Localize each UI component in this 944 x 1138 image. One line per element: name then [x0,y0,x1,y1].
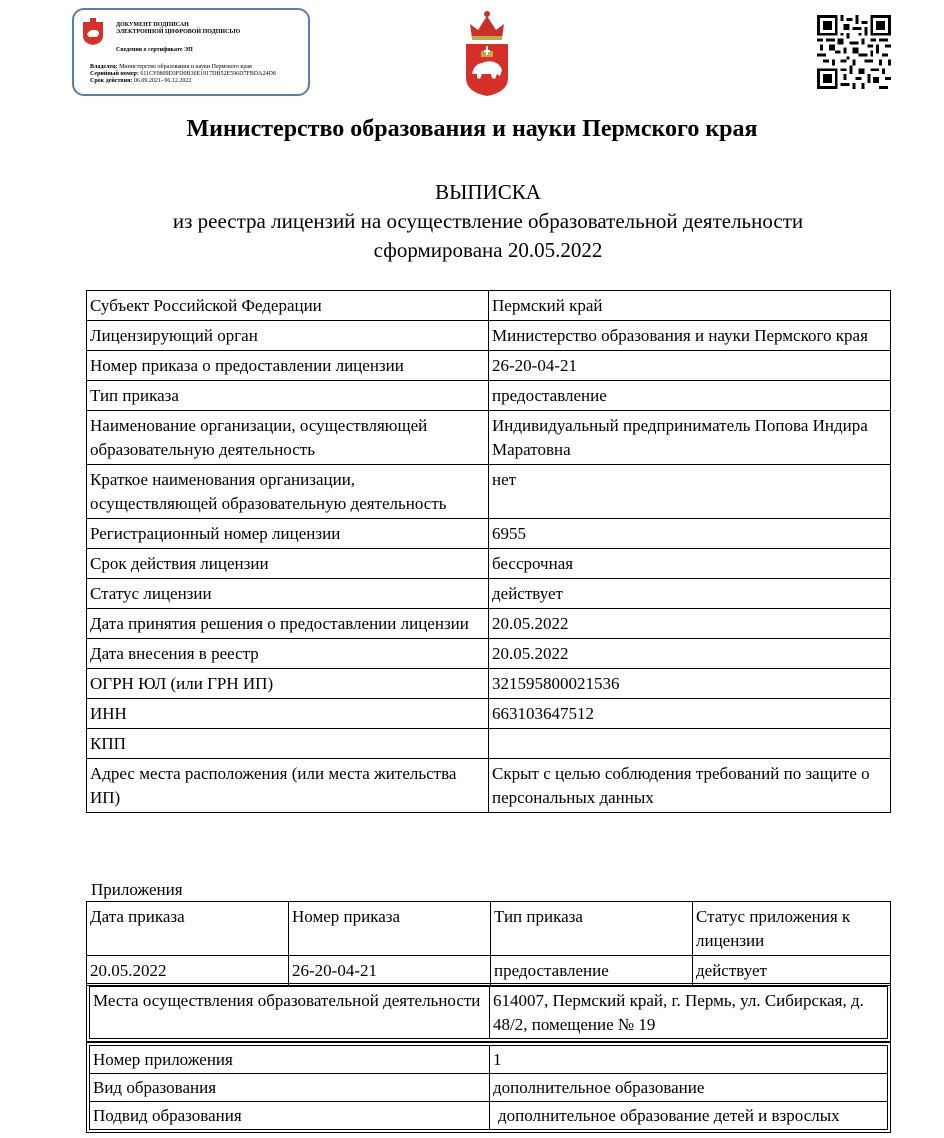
field-value: 6955 [489,519,891,549]
field-label: ИНН [87,699,489,729]
education-kind-label: Вид образования [90,1074,490,1102]
places-label: Места осуществления образовательной деятельности [90,987,490,1039]
field-value: 20.05.2022 [489,639,891,669]
table-row [87,579,891,609]
table-row [90,987,888,1039]
field-label: Регистрационный номер лицензии [87,519,489,549]
field-value: 321595800021536 [489,669,891,699]
table-row [87,729,891,759]
stamp-info: Владелец: Министерство образования и науки Пермского края Серийный номер: 611CF0809D3FD0B36E1917DB52E596D7FBDA24D8 Срок действия: 06.09.2021- 06.12.2022 [90,64,276,84]
places-value: 614007, Пермский край, г. Пермь, ул. Сибирская, д. 48/2, помещение № 19 [490,987,888,1039]
order-number: 26-20-04-21 [289,956,491,986]
field-value: 663103647512 [489,699,891,729]
field-label: Срок действия лицензии [87,549,489,579]
appendix-value-row [87,956,891,986]
field-label: КПП [87,729,489,759]
education-subkind-label: Подвид образования [90,1102,490,1130]
order-type: предоставление [491,956,693,986]
perm-coat-of-arms-icon [464,8,510,98]
field-label: Статус лицензии [87,579,489,609]
field-value: Индивидуальный предприниматель Попова Индира Маратовна [489,411,891,465]
document-title [0,178,944,265]
field-value: 26-20-04-21 [489,351,891,381]
table-row [87,291,891,321]
field-label: Краткое наименования организации, осуществляющей образовательную деятельность [87,465,489,519]
column-header: Статус приложения к лицензии [693,902,891,956]
education-block [86,1042,891,1133]
table-row [87,321,891,351]
order-date: 20.05.2022 [87,956,289,986]
table-row [87,759,891,813]
appendix-number-value: 1 [490,1046,888,1074]
appendix-title: Приложения [91,880,183,899]
table-row [87,411,891,465]
table-row [87,699,891,729]
appendix-status: действует [693,956,891,986]
qr-code-icon [817,15,891,89]
education-subkind-value: дополнительное образование детей и взрослых [490,1102,888,1130]
appendix-table [86,901,891,986]
table-row [87,381,891,411]
field-value: действует [489,579,891,609]
field-value: Пермский край [489,291,891,321]
field-label: Номер приказа о предоставлении лицензии [87,351,489,381]
field-label: Тип приказа [87,381,489,411]
field-label: Субъект Российской Федерации [87,291,489,321]
field-value: Скрыт с целью соблюдения требований по защите о персональных данных [489,759,891,813]
field-label: Дата принятия решения о предоставлении лицензии [87,609,489,639]
field-value: нет [489,465,891,519]
field-value: Министерство образования и науки Пермского края [489,321,891,351]
table-row [87,609,891,639]
field-label: Наименование организации, осуществляющей образовательную деятельность [87,411,489,465]
stamp-cert-label: Сведения о сертификате ЭП [116,47,193,53]
perm-region-logo-icon [82,18,104,46]
table-row [87,351,891,381]
education-kind-value: дополнительное образование [490,1074,888,1102]
field-label: ОГРН ЮЛ (или ГРН ИП) [87,669,489,699]
field-label: Адрес места расположения (или места жительства ИП) [87,759,489,813]
column-header: Дата приказа [87,902,289,956]
table-row [87,465,891,519]
field-label: Лицензирующий орган [87,321,489,351]
ministry-heading: Министерство образования и науки Пермского края [186,116,758,142]
signature-stamp [72,8,310,96]
column-header: Тип приказа [491,902,693,956]
places-block [86,983,891,1042]
field-label: Дата внесения в реестр [87,639,489,669]
field-value: бессрочная [489,549,891,579]
table-row [87,519,891,549]
table-row [90,1102,888,1130]
stamp-header: ДОКУМЕНТ ПОДПИСАН ЭЛЕКТРОННОЙ ЦИФРОВОЙ ПОДПИСЬЮ [116,22,241,35]
table-row [87,669,891,699]
title-line-2: из реестра лицензий на осуществление образовательной деятельности [172,209,804,233]
field-value: предоставление [489,381,891,411]
title-line-3: сформирована 20.05.2022 [373,238,603,262]
appendix-header-row [87,902,891,956]
table-row [90,1046,888,1074]
column-header: Номер приказа [289,902,491,956]
license-details-table [86,290,891,813]
field-value: 20.05.2022 [489,609,891,639]
table-row [90,1074,888,1102]
table-row [87,639,891,669]
appendix-number-label: Номер приложения [90,1046,490,1074]
title-line-1: ВЫПИСКА [435,180,541,204]
table-row [87,549,891,579]
field-value [489,729,891,759]
